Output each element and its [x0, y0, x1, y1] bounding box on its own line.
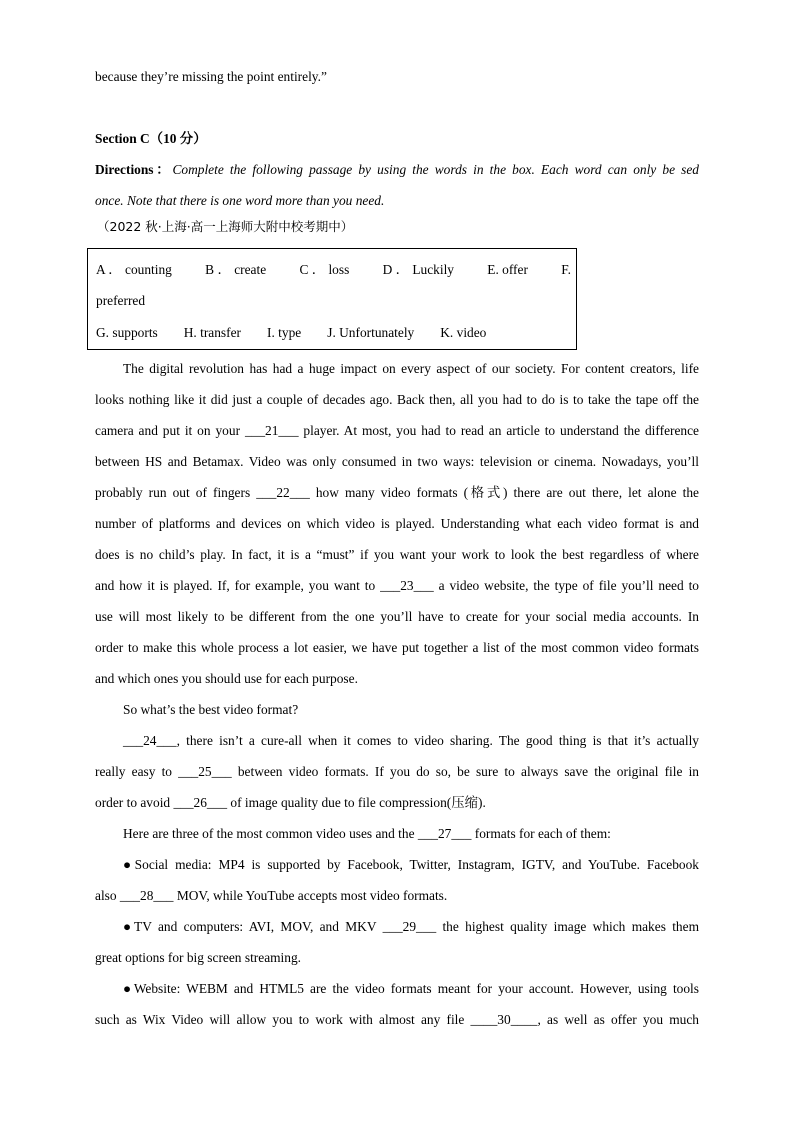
directions-line-2 — [95, 185, 699, 216]
passage-line: and which ones you should use for each purpose. — [95, 671, 358, 686]
passage-line: order to make this whole process a lot easier, we have put together a list of the most common video formats — [95, 640, 699, 655]
directions-text-2: once. Note that there is one word more than you need. — [95, 193, 385, 208]
passage-line: does is no child’s play. In fact, it is a “must” if you want your work to look the best regardless of where — [95, 547, 699, 562]
word-option: K. video — [440, 325, 487, 340]
directions — [95, 154, 699, 216]
passage-line: camera and put it on your ___21___ player. At most, you had to read an article to understand the difference — [95, 423, 699, 438]
word-option: A ． counting — [96, 262, 172, 277]
directions-line-1 — [95, 154, 699, 185]
word-option: H. transfer — [183, 325, 242, 340]
bullet-line: ●TV and computers: AVI, MOV, and MKV ___29___ the highest quality image which makes them — [123, 919, 699, 934]
passage-line: So what’s the best video format? — [123, 702, 299, 717]
word-option: B ． create — [205, 262, 267, 277]
passage-line: and how it is played. If, for example, you want to ___23___ a video website, the type of file you’ll need to — [95, 578, 699, 593]
directions-label: Directions： — [95, 162, 173, 177]
passage-line: such as Wix Video will allow you to work with almost any file ____30____, as well as offer you much — [95, 1012, 699, 1027]
word-option: C ． loss — [299, 262, 350, 277]
passage-line: also ___28___ MOV, while YouTube accepts most video formats. — [95, 888, 448, 903]
source-note: （2022 秋·上海·高一上海师大附中校考期中） — [97, 219, 354, 234]
word-box-row-3 — [96, 317, 512, 348]
word-option: F. — [561, 262, 571, 277]
word-option: E. offer — [487, 262, 528, 277]
passage — [95, 353, 699, 1035]
passage-line: probably run out of fingers ___22___ how many video formats (格式) there are out there, let alone the — [95, 485, 699, 500]
passage-line: number of platforms and devices on which video is played. Understanding what each video format is and — [95, 516, 699, 531]
directions-text-1: Complete the following passage by using the words in the box. Each word can only be sed — [172, 162, 699, 177]
bullet-line: ●Social media: MP4 is supported by Facebook, Twitter, Instagram, IGTV, and YouTube. Facebook — [123, 857, 699, 872]
word-option: G. supports — [96, 325, 158, 340]
passage-line: The digital revolution has had a huge impact on every aspect of our society. For content creators, life — [123, 361, 699, 376]
passage-line: between HS and Betamax. Video was only consumed in two ways: television or cinema. Nowadays, you’ll — [95, 454, 699, 469]
word-option: J. Unfortunately — [327, 325, 415, 340]
previous-passage-ending: because they’re missing the point entirely.” — [95, 69, 327, 84]
passage-line: use will most likely to be different from the one you’ll have to create for your social media accounts. In — [95, 609, 699, 624]
passage-line: looks nothing like it did just a couple of decades ago. Back then, all you had to do is to take the tape off the — [95, 392, 699, 407]
word-box-row-2: preferred — [96, 293, 146, 308]
passage-line: great options for big screen streaming. — [95, 950, 302, 965]
passage-line: really easy to ___25___ between video formats. If you do so, be sure to always save the original file in — [95, 764, 699, 779]
word-box — [87, 248, 577, 350]
word-option: I. type — [267, 325, 302, 340]
word-option: D ． Luckily — [382, 262, 454, 277]
section-title: Section C（10 分） — [95, 131, 207, 146]
passage-line: Here are three of the most common video uses and the ___27___ formats for each of them: — [123, 826, 611, 841]
bullet-line: ●Website: WEBM and HTML5 are the video formats meant for your account. However, using tools — [123, 981, 699, 996]
word-box-row-1 — [96, 254, 571, 285]
passage-line: order to avoid ___26___ of image quality due to file compression(压缩). — [95, 795, 486, 810]
passage-line: ___24___, there isn’t a cure-all when it comes to video sharing. The good thing is that it’s actually — [123, 733, 699, 748]
